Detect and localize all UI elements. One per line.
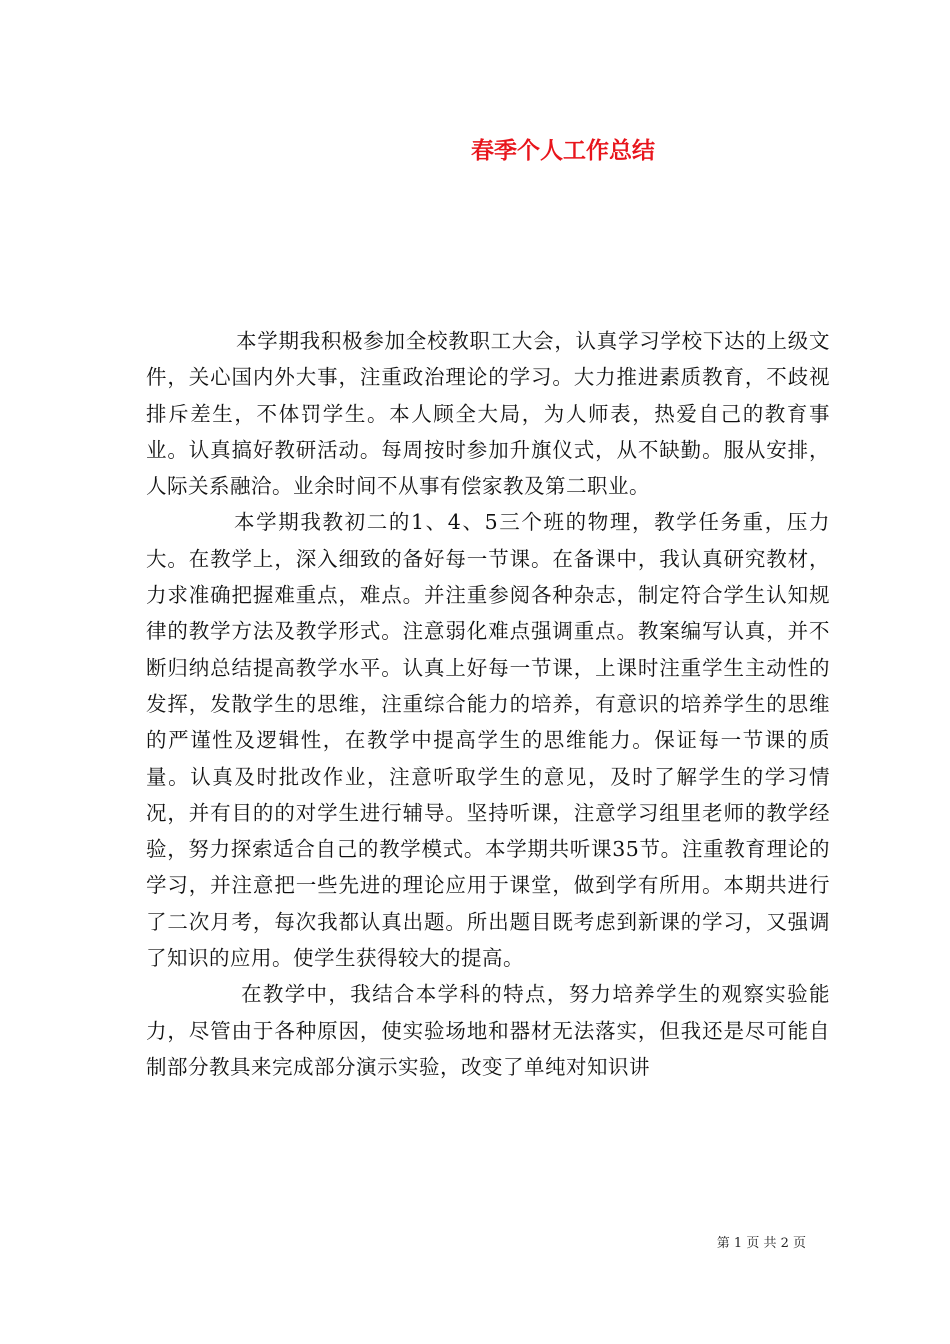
- paragraph: 在教学中，我结合本学科的特点，努力培养学生的观察实验能力，尽管由于各种原因，使实验场地和器材无法落实，但我还是尽可能自制部分教具来完成部分演示实验，改变了单纯对知识讲: [146, 982, 830, 1079]
- page-number-footer: 第 1 页 共 2 页: [716, 1236, 806, 1251]
- document-body: [146, 323, 830, 1085]
- paragraph: 本学期我教初二的1、4、5三个班的物理，教学任务重，压力大。在教学上，深入细致的备好每一节课。在备课中，我认真研究教材，力求准确把握难重点，难点。并注重参阅各种杂志，制定符合学生认知规律的教学方法及教学形式。注意弱化难点强调重点。教案编写认真，并不断归纳总结提高教学水平。认真上好每一节课，上课时注重学生主动性的发挥，发散学生的思维，注重综合能力的培养，有意识的培养学生的思维的严谨性及逻辑性，在教学中提高学生的思维能力。保证每一节课的质量。认真及时批改作业，注意听取学生的意见，及时了解学生的学习情况，并有目的的对学生进行辅导。坚持听课，注意学习组里老师的教学经验，努力探索适合自己的教学模式。本学期共听课35节。注重教育理论的学习，并注意把一些先进的理论应用于课堂，做到学有所用。本期共进行了二次月考，每次我都认真出题。所出题目既考虑到新课的学习，又强调了知识的应用。使学生获得较大的提高。: [146, 510, 830, 971]
- document-title: 春季个人工作总结: [471, 137, 655, 164]
- paragraph: 本学期我积极参加全校教职工大会，认真学习学校下达的上级文件，关心国内外大事，注重政治理论的学习。大力推进素质教育，不歧视排斥差生，不体罚学生。本人顾全大局，为人师表，热爱自己的教育事业。认真搞好教研活动。每周按时参加升旗仪式，从不缺勤。服从安排，人际关系融洽。业余时间不从事有偿家教及第二职业。: [146, 329, 830, 499]
